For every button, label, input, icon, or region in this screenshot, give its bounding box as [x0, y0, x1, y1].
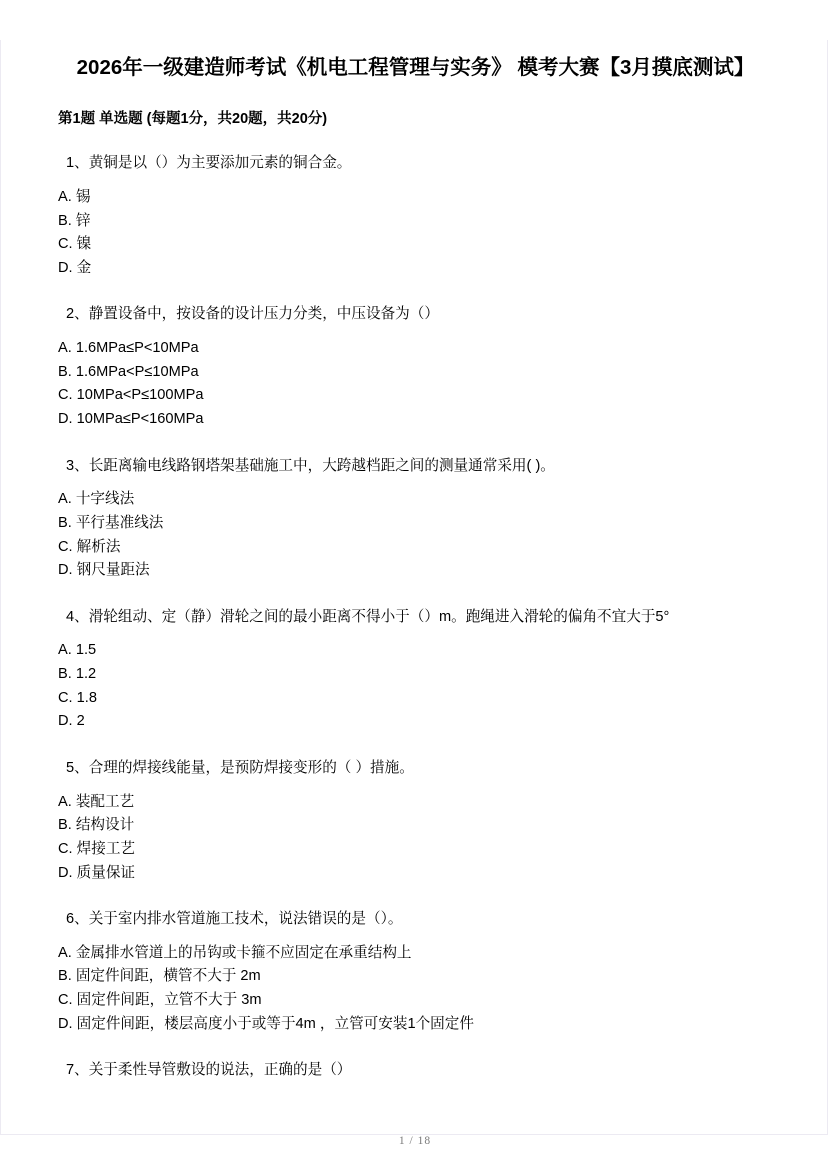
option-c[interactable]: C. 解析法	[58, 538, 121, 555]
question-stem: 5、合理的焊接线能量，是预防焊接变形的（ ）措施。	[66, 760, 414, 776]
option-c[interactable]: C. 焊接工艺	[58, 840, 136, 857]
question-options	[58, 791, 773, 886]
option-a[interactable]: A. 十字线法	[58, 491, 135, 508]
question-stem: 7、关于柔性导管敷设的说法，正确的是（）	[66, 1062, 352, 1079]
option-b[interactable]: B. 锌	[58, 212, 91, 229]
option-c[interactable]: C. 镍	[58, 236, 92, 253]
page-title: 2026年一级建造师考试《机电工程管理与实务》 模考大赛【3月摸底测试】	[76, 56, 755, 79]
option-a[interactable]: A. 1.6MPa≤P<10MPa	[58, 340, 199, 357]
option-c[interactable]: C. 固定件间距，立管不大于 3m	[58, 992, 262, 1009]
option-d[interactable]: D. 钢尺量距法	[58, 562, 150, 579]
question-stem: 2、静置设备中，按设备的设计压力分类，中压设备为（）	[66, 306, 439, 323]
page-footer: 1 / 18	[398, 1135, 432, 1147]
option-d[interactable]: D. 金	[58, 259, 92, 276]
question-stem: 6、关于室内排水管道施工技术，说法错误的是（）。	[66, 911, 403, 928]
question-block	[58, 1059, 773, 1082]
page-content	[58, 54, 773, 1082]
question-options	[58, 337, 773, 432]
option-d[interactable]: D. 固定件间距，楼层高度小于或等于4m ，立管可安装1个固定件	[58, 1015, 474, 1032]
option-d[interactable]: D. 质量保证	[58, 864, 136, 881]
question-stem: 1、黄铜是以（）为主要添加元素的铜合金。	[66, 155, 352, 172]
question-block	[58, 455, 773, 583]
question-options	[58, 942, 773, 1037]
question-stem: 4、滑轮组动、定（静）滑轮之间的最小距离不得小于（）m。跑绳进入滑轮的偏角不宜大于5°	[66, 608, 670, 625]
question-block	[58, 908, 773, 1036]
option-b[interactable]: B. 1.6MPa<P≤10MPa	[58, 363, 199, 380]
option-b[interactable]: B. 1.2	[58, 666, 97, 683]
option-d[interactable]: D. 10MPa≤P<160MPa	[58, 411, 204, 428]
document-page	[0, 40, 828, 1135]
question-options	[58, 488, 773, 583]
option-a[interactable]: A. 1.5	[58, 642, 97, 659]
option-c[interactable]: C. 1.8	[58, 689, 97, 706]
section-header: 第1题 单选题 (每题1分，共20题，共20分)	[58, 111, 328, 128]
option-b[interactable]: B. 固定件间距，横管不大于 2m	[58, 968, 261, 985]
question-options	[58, 186, 773, 281]
option-a[interactable]: A. 金属排水管道上的吊钩或卡箍不应固定在承重结构上	[58, 944, 412, 961]
option-c[interactable]: C. 10MPa<P≤100MPa	[58, 387, 204, 404]
option-a[interactable]: A. 装配工艺	[58, 793, 135, 810]
question-block	[58, 606, 773, 734]
option-b[interactable]: B. 平行基准线法	[58, 514, 164, 531]
option-b[interactable]: B. 结构设计	[58, 817, 135, 834]
option-a[interactable]: A. 锡	[58, 188, 91, 205]
question-block	[58, 152, 773, 280]
option-d[interactable]: D. 2	[58, 713, 85, 730]
question-options	[58, 639, 773, 734]
question-block	[58, 757, 773, 885]
question-block	[58, 303, 773, 431]
question-stem: 3、长距离输电线路钢塔架基础施工中，大跨越档距之间的测量通常采用( )。	[66, 457, 555, 474]
